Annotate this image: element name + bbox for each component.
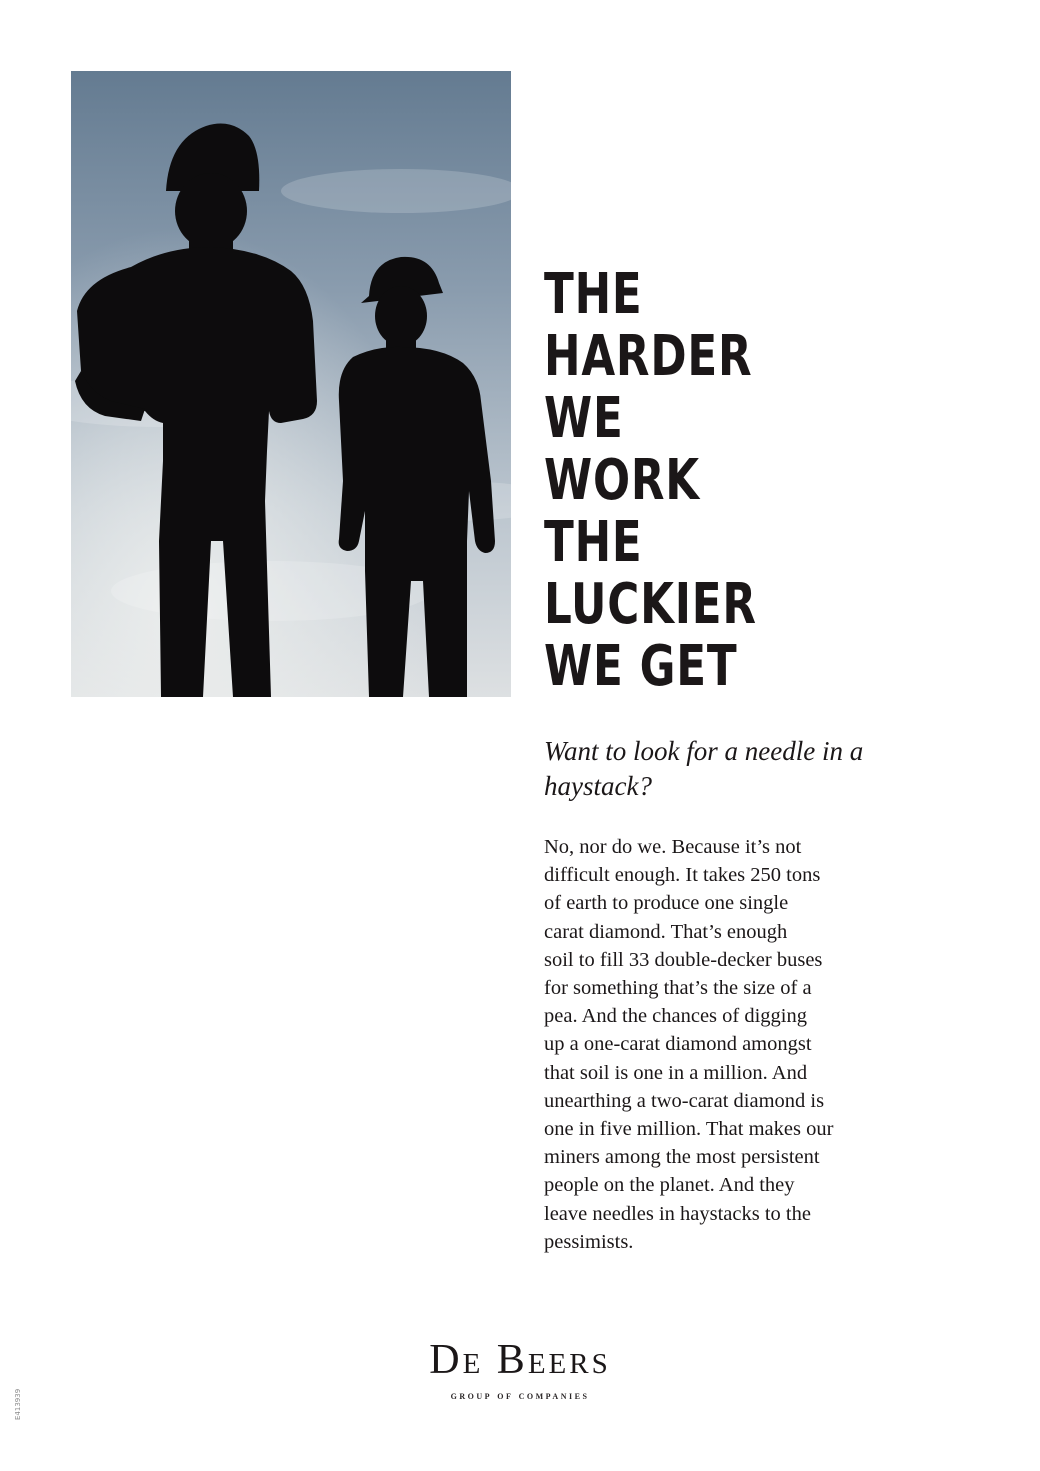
body-line: up a one-carat diamond amongst (544, 1033, 812, 1056)
body-copy (544, 833, 939, 1256)
body-line: unearthing a two-carat diamond is (544, 1089, 825, 1112)
logo-wordmark: De Beers (429, 1337, 611, 1383)
miners-silhouette-photo (71, 71, 511, 697)
body-line: leave needles in haystacks to the (544, 1202, 811, 1225)
headline-line: THE (544, 262, 643, 327)
print-code: E413939 (14, 1388, 22, 1420)
headline-line: HARDER (544, 324, 753, 389)
headline-line: WE (544, 386, 624, 451)
body-line: for something that’s the size of a (544, 977, 812, 1000)
body-line: of earth to produce one single (544, 892, 789, 915)
body-line: pessimists. (544, 1230, 634, 1253)
headline-line: WE GET (544, 634, 738, 699)
body-line: one in five million. That makes our (544, 1118, 834, 1141)
body-line: soil to fill 33 double-decker buses (544, 948, 823, 971)
subheadline: Want to look for a needle in a haystack? (544, 736, 864, 801)
headline-line: LUCKIER (544, 572, 757, 637)
headline (544, 264, 817, 698)
body-line: difficult enough. It takes 250 tons (544, 864, 821, 887)
miners-silhouette-image (71, 71, 511, 697)
de-beers-logo (380, 1338, 660, 1402)
body-line: people on the planet. And they (544, 1174, 795, 1197)
headline-line: THE (544, 510, 643, 575)
logo-tagline: group of companies (450, 1390, 590, 1402)
body-line: miners among the most persistent (544, 1146, 820, 1169)
body-line: pea. And the chances of digging (544, 1005, 808, 1028)
body-line: No, nor do we. Because it’s not (544, 836, 802, 858)
body-line: carat diamond. That’s enough (544, 920, 788, 943)
headline-line: WORK (544, 448, 700, 513)
body-line: that soil is one in a million. And (544, 1061, 808, 1084)
